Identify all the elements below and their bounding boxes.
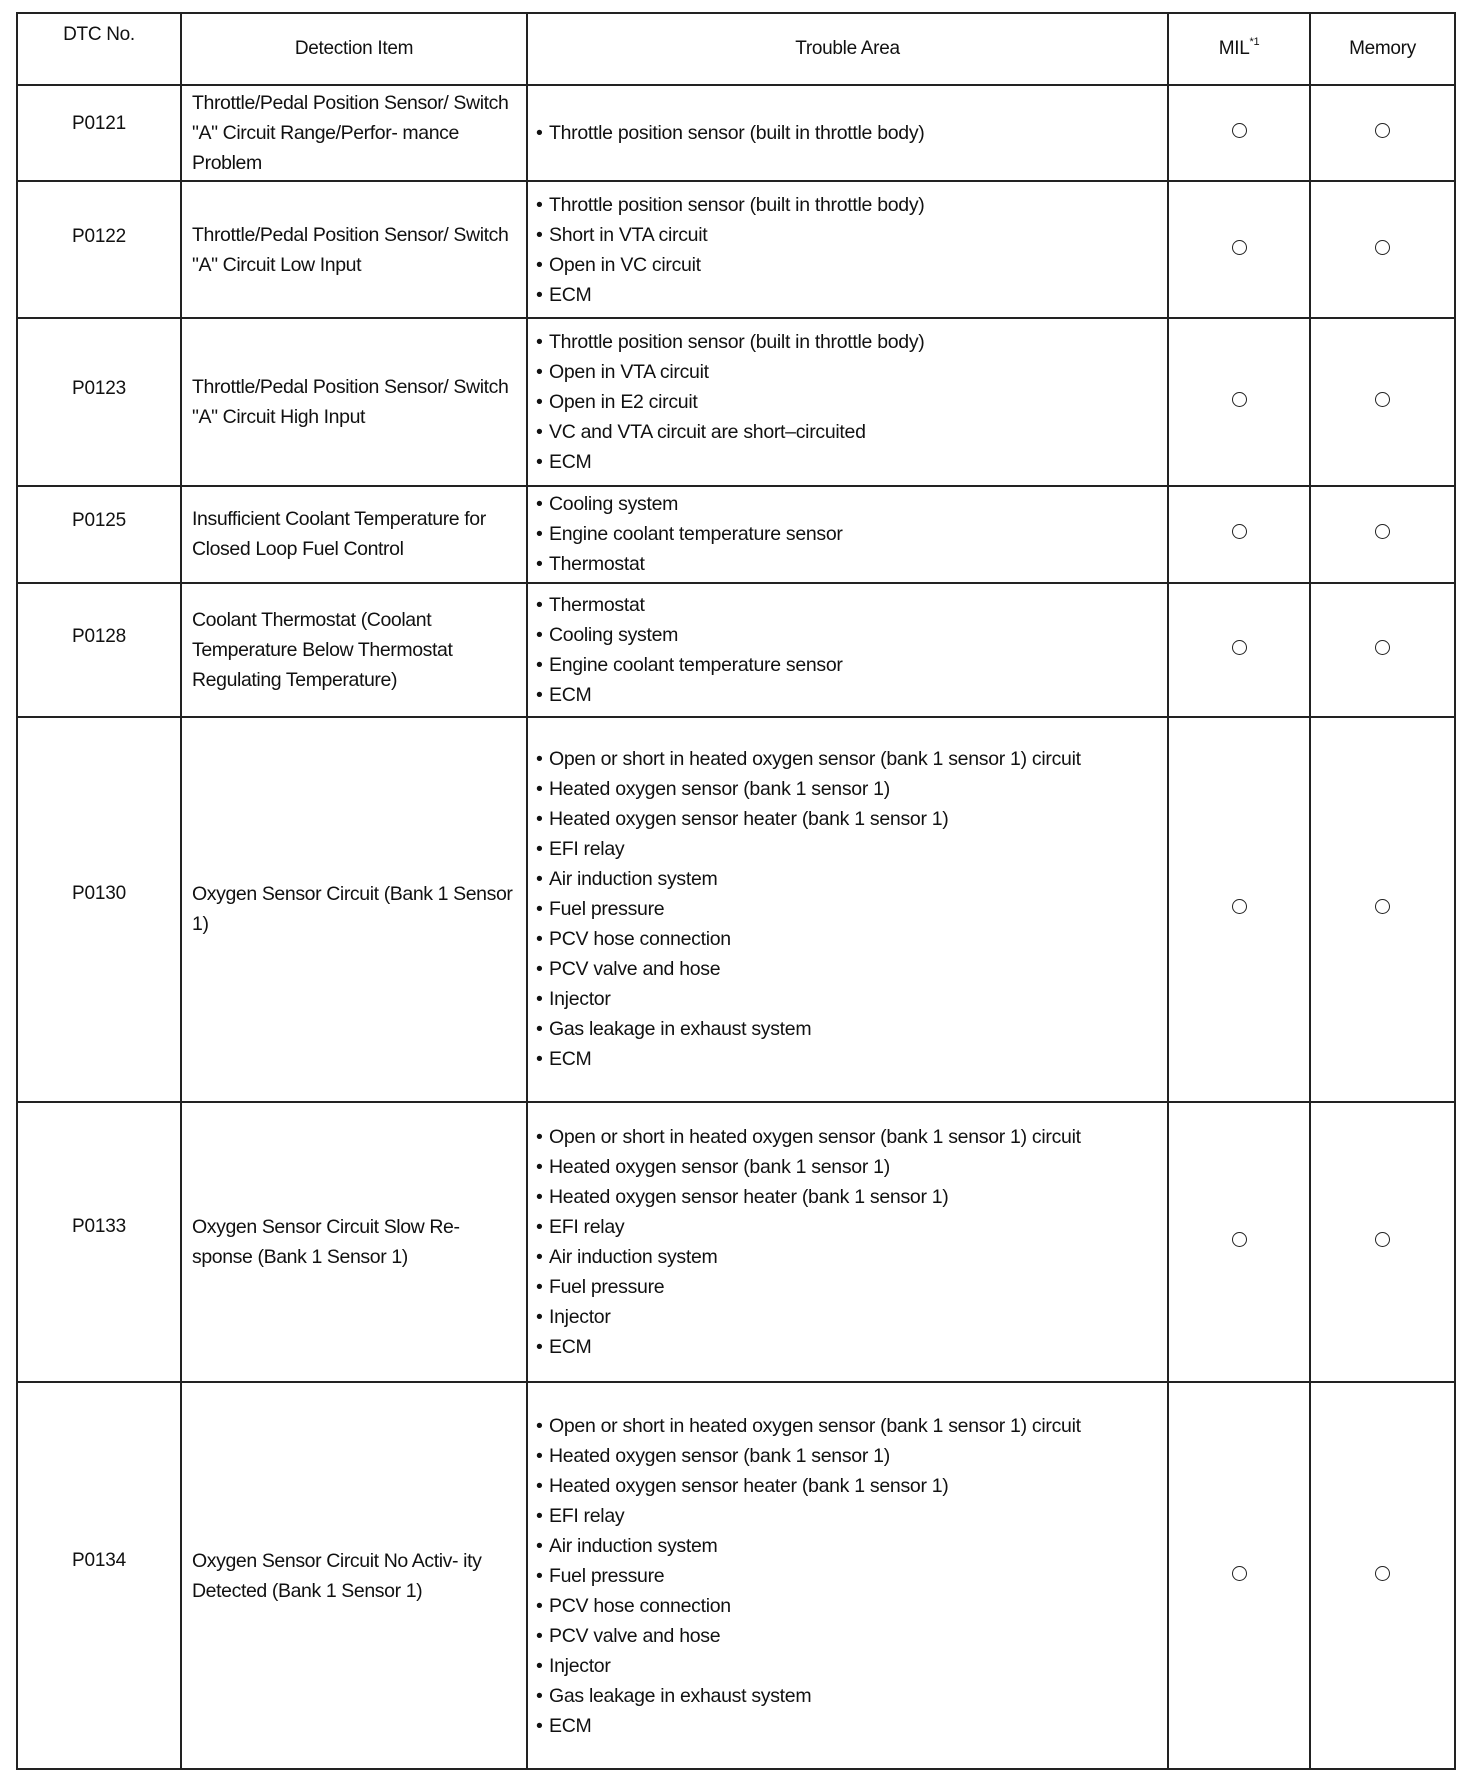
table-row [17,181,1455,318]
trouble-area-item: • Thermostat [534,590,1167,620]
trouble-area-item: • Throttle position sensor (built in throttle body) [534,118,1167,148]
circle-icon [1375,123,1390,138]
trouble-area-item: • Heated oxygen sensor (bank 1 sensor 1) [534,774,1167,804]
trouble-area-item: • Engine coolant temperature sensor [534,650,1167,680]
table-row [17,85,1455,181]
trouble-area-cell [527,1102,1168,1382]
header-detection-item: Detection Item [181,13,527,85]
table-row [17,318,1455,486]
mil-cell [1168,717,1310,1103]
circle-icon [1232,240,1247,255]
trouble-area-cell [527,318,1168,486]
trouble-area-item: • Gas leakage in exhaust system [534,1681,1167,1711]
memory-cell [1310,1382,1455,1769]
trouble-area-item: • Open or short in heated oxygen sensor (bank 1 sensor 1) circuit [534,744,1167,774]
detection-item-text: Oxygen Sensor Circuit (Bank 1 Sensor 1) [192,883,513,936]
circle-icon [1375,1232,1390,1247]
trouble-area-item: • EFI relay [534,1501,1167,1531]
mil-cell [1168,1102,1310,1382]
trouble-area-item: • Fuel pressure [534,1561,1167,1591]
trouble-area-item: • Throttle position sensor (built in throttle body) [534,190,1167,220]
trouble-area-item: • Air induction system [534,864,1167,894]
detection-item-text: Coolant Thermostat (Coolant Temperature Below Thermostat Regulating Temperature) [192,608,453,691]
trouble-area-item: • VC and VTA circuit are short–circuited [534,417,1167,447]
table-row [17,1382,1455,1769]
trouble-area-cell [527,181,1168,318]
mil-cell [1168,85,1310,181]
mil-cell [1168,583,1310,717]
trouble-area-list [534,118,1167,148]
memory-cell [1310,181,1455,318]
trouble-area-item: • Throttle position sensor (built in throttle body) [534,327,1167,357]
trouble-area-item: • Short in VTA circuit [534,220,1167,250]
table-row [17,717,1455,1103]
circle-icon [1232,392,1247,407]
circle-icon [1375,1566,1390,1581]
trouble-area-item: • Fuel pressure [534,1272,1167,1302]
header-memory: Memory [1310,13,1455,85]
detection-item-text: Oxygen Sensor Circuit No Activ- ity Detected (Bank 1 Sensor 1) [192,1549,482,1602]
trouble-area-list [534,590,1167,710]
trouble-area-item: • Cooling system [534,620,1167,650]
memory-cell [1310,85,1455,181]
trouble-area-item: • PCV valve and hose [534,1621,1167,1651]
dtc-cell [17,181,181,318]
header-mil [1168,13,1310,85]
trouble-area-list [534,327,1167,477]
dtc-cell [17,318,181,486]
mil-cell [1168,318,1310,486]
circle-icon [1375,240,1390,255]
header-mil-footnote: *1 [1249,36,1260,48]
mil-cell [1168,1382,1310,1769]
trouble-area-item: • Heated oxygen sensor heater (bank 1 sensor 1) [534,1471,1167,1501]
dtc-code: P0134 [72,1549,126,1571]
dtc-code: P0130 [72,883,126,905]
detection-item-cell [181,486,527,583]
dtc-cell [17,1102,181,1382]
trouble-area-item: • Thermostat [534,549,1167,579]
trouble-area-item: • Open or short in heated oxygen sensor (bank 1 sensor 1) circuit [534,1411,1167,1441]
circle-icon [1232,899,1247,914]
trouble-area-item: • Heated oxygen sensor heater (bank 1 sensor 1) [534,1182,1167,1212]
trouble-area-item: • Open in VC circuit [534,250,1167,280]
dtc-code: P0121 [72,113,126,135]
table-row [17,486,1455,583]
detection-item-cell [181,717,527,1103]
circle-icon [1375,392,1390,407]
detection-item-text: Throttle/Pedal Position Sensor/ Switch "A" Circuit High Input [192,375,509,428]
trouble-area-item: • Open in VTA circuit [534,357,1167,387]
table-row [17,583,1455,717]
detection-item-cell [181,583,527,717]
detection-item-text: Throttle/Pedal Position Sensor/ Switch "A" Circuit Low Input [192,223,509,276]
trouble-area-item: • Gas leakage in exhaust system [534,1014,1167,1044]
circle-icon [1375,524,1390,539]
trouble-area-item: • Injector [534,1651,1167,1681]
table-row [17,1102,1455,1382]
memory-cell [1310,486,1455,583]
circle-icon [1232,524,1247,539]
header-dtc-no: DTC No. [17,13,181,85]
trouble-area-list [534,190,1167,310]
trouble-area-cell [527,583,1168,717]
trouble-area-item: • PCV hose connection [534,1591,1167,1621]
trouble-area-item: • ECM [534,1044,1167,1074]
trouble-area-item: • PCV hose connection [534,924,1167,954]
header-mil-label: MIL [1218,38,1250,59]
circle-icon [1232,1232,1247,1247]
trouble-area-item: • Air induction system [534,1531,1167,1561]
detection-item-text: Insufficient Coolant Temperature for Closed Loop Fuel Control [192,508,486,561]
dtc-code: P0125 [72,510,126,532]
trouble-area-item: • Engine coolant temperature sensor [534,519,1167,549]
memory-cell [1310,583,1455,717]
trouble-area-item: • Open in E2 circuit [534,387,1167,417]
trouble-area-item: • ECM [534,280,1167,310]
table-header-row [17,13,1455,85]
trouble-area-item: • Fuel pressure [534,894,1167,924]
detection-item-text: Throttle/Pedal Position Sensor/ Switch "A" Circuit Range/Perfor- mance Problem [192,92,509,175]
memory-cell [1310,717,1455,1103]
dtc-code: P0123 [72,377,126,399]
trouble-area-list [534,489,1167,579]
trouble-area-item: • Injector [534,984,1167,1014]
circle-icon [1232,123,1247,138]
trouble-area-cell [527,85,1168,181]
trouble-area-list [534,1122,1167,1362]
dtc-code: P0128 [72,625,126,647]
trouble-area-item: • Open or short in heated oxygen sensor (bank 1 sensor 1) circuit [534,1122,1167,1152]
circle-icon [1375,640,1390,655]
detection-item-cell [181,181,527,318]
trouble-area-item: • Air induction system [534,1242,1167,1272]
detection-item-cell [181,1102,527,1382]
detection-item-cell [181,85,527,181]
trouble-area-item: • Heated oxygen sensor heater (bank 1 sensor 1) [534,804,1167,834]
dtc-cell [17,85,181,181]
trouble-area-item: • ECM [534,1711,1167,1741]
dtc-code: P0122 [72,225,126,247]
trouble-area-cell [527,1382,1168,1769]
memory-cell [1310,318,1455,486]
circle-icon [1375,899,1390,914]
mil-cell [1168,486,1310,583]
trouble-area-item: • ECM [534,680,1167,710]
trouble-area-item: • ECM [534,447,1167,477]
header-trouble-area: Trouble Area [527,13,1168,85]
circle-icon [1232,1566,1247,1581]
trouble-area-item: • Cooling system [534,489,1167,519]
detection-item-text: Oxygen Sensor Circuit Slow Re- sponse (Bank 1 Sensor 1) [192,1216,460,1269]
detection-item-cell [181,318,527,486]
trouble-area-item: • ECM [534,1332,1167,1362]
dtc-cell [17,486,181,583]
trouble-area-cell [527,486,1168,583]
trouble-area-cell [527,717,1168,1103]
trouble-area-item: • Injector [534,1302,1167,1332]
trouble-area-item: • EFI relay [534,1212,1167,1242]
trouble-area-item: • Heated oxygen sensor (bank 1 sensor 1) [534,1152,1167,1182]
trouble-area-item: • PCV valve and hose [534,954,1167,984]
dtc-code: P0133 [72,1216,126,1238]
trouble-area-list [534,744,1167,1074]
dtc-cell [17,717,181,1103]
detection-item-cell [181,1382,527,1769]
trouble-area-list [534,1411,1167,1741]
memory-cell [1310,1102,1455,1382]
dtc-cell [17,1382,181,1769]
trouble-area-item: • EFI relay [534,834,1167,864]
dtc-cell [17,583,181,717]
mil-cell [1168,181,1310,318]
circle-icon [1232,640,1247,655]
trouble-area-item: • Heated oxygen sensor (bank 1 sensor 1) [534,1441,1167,1471]
dtc-table [16,12,1456,1770]
